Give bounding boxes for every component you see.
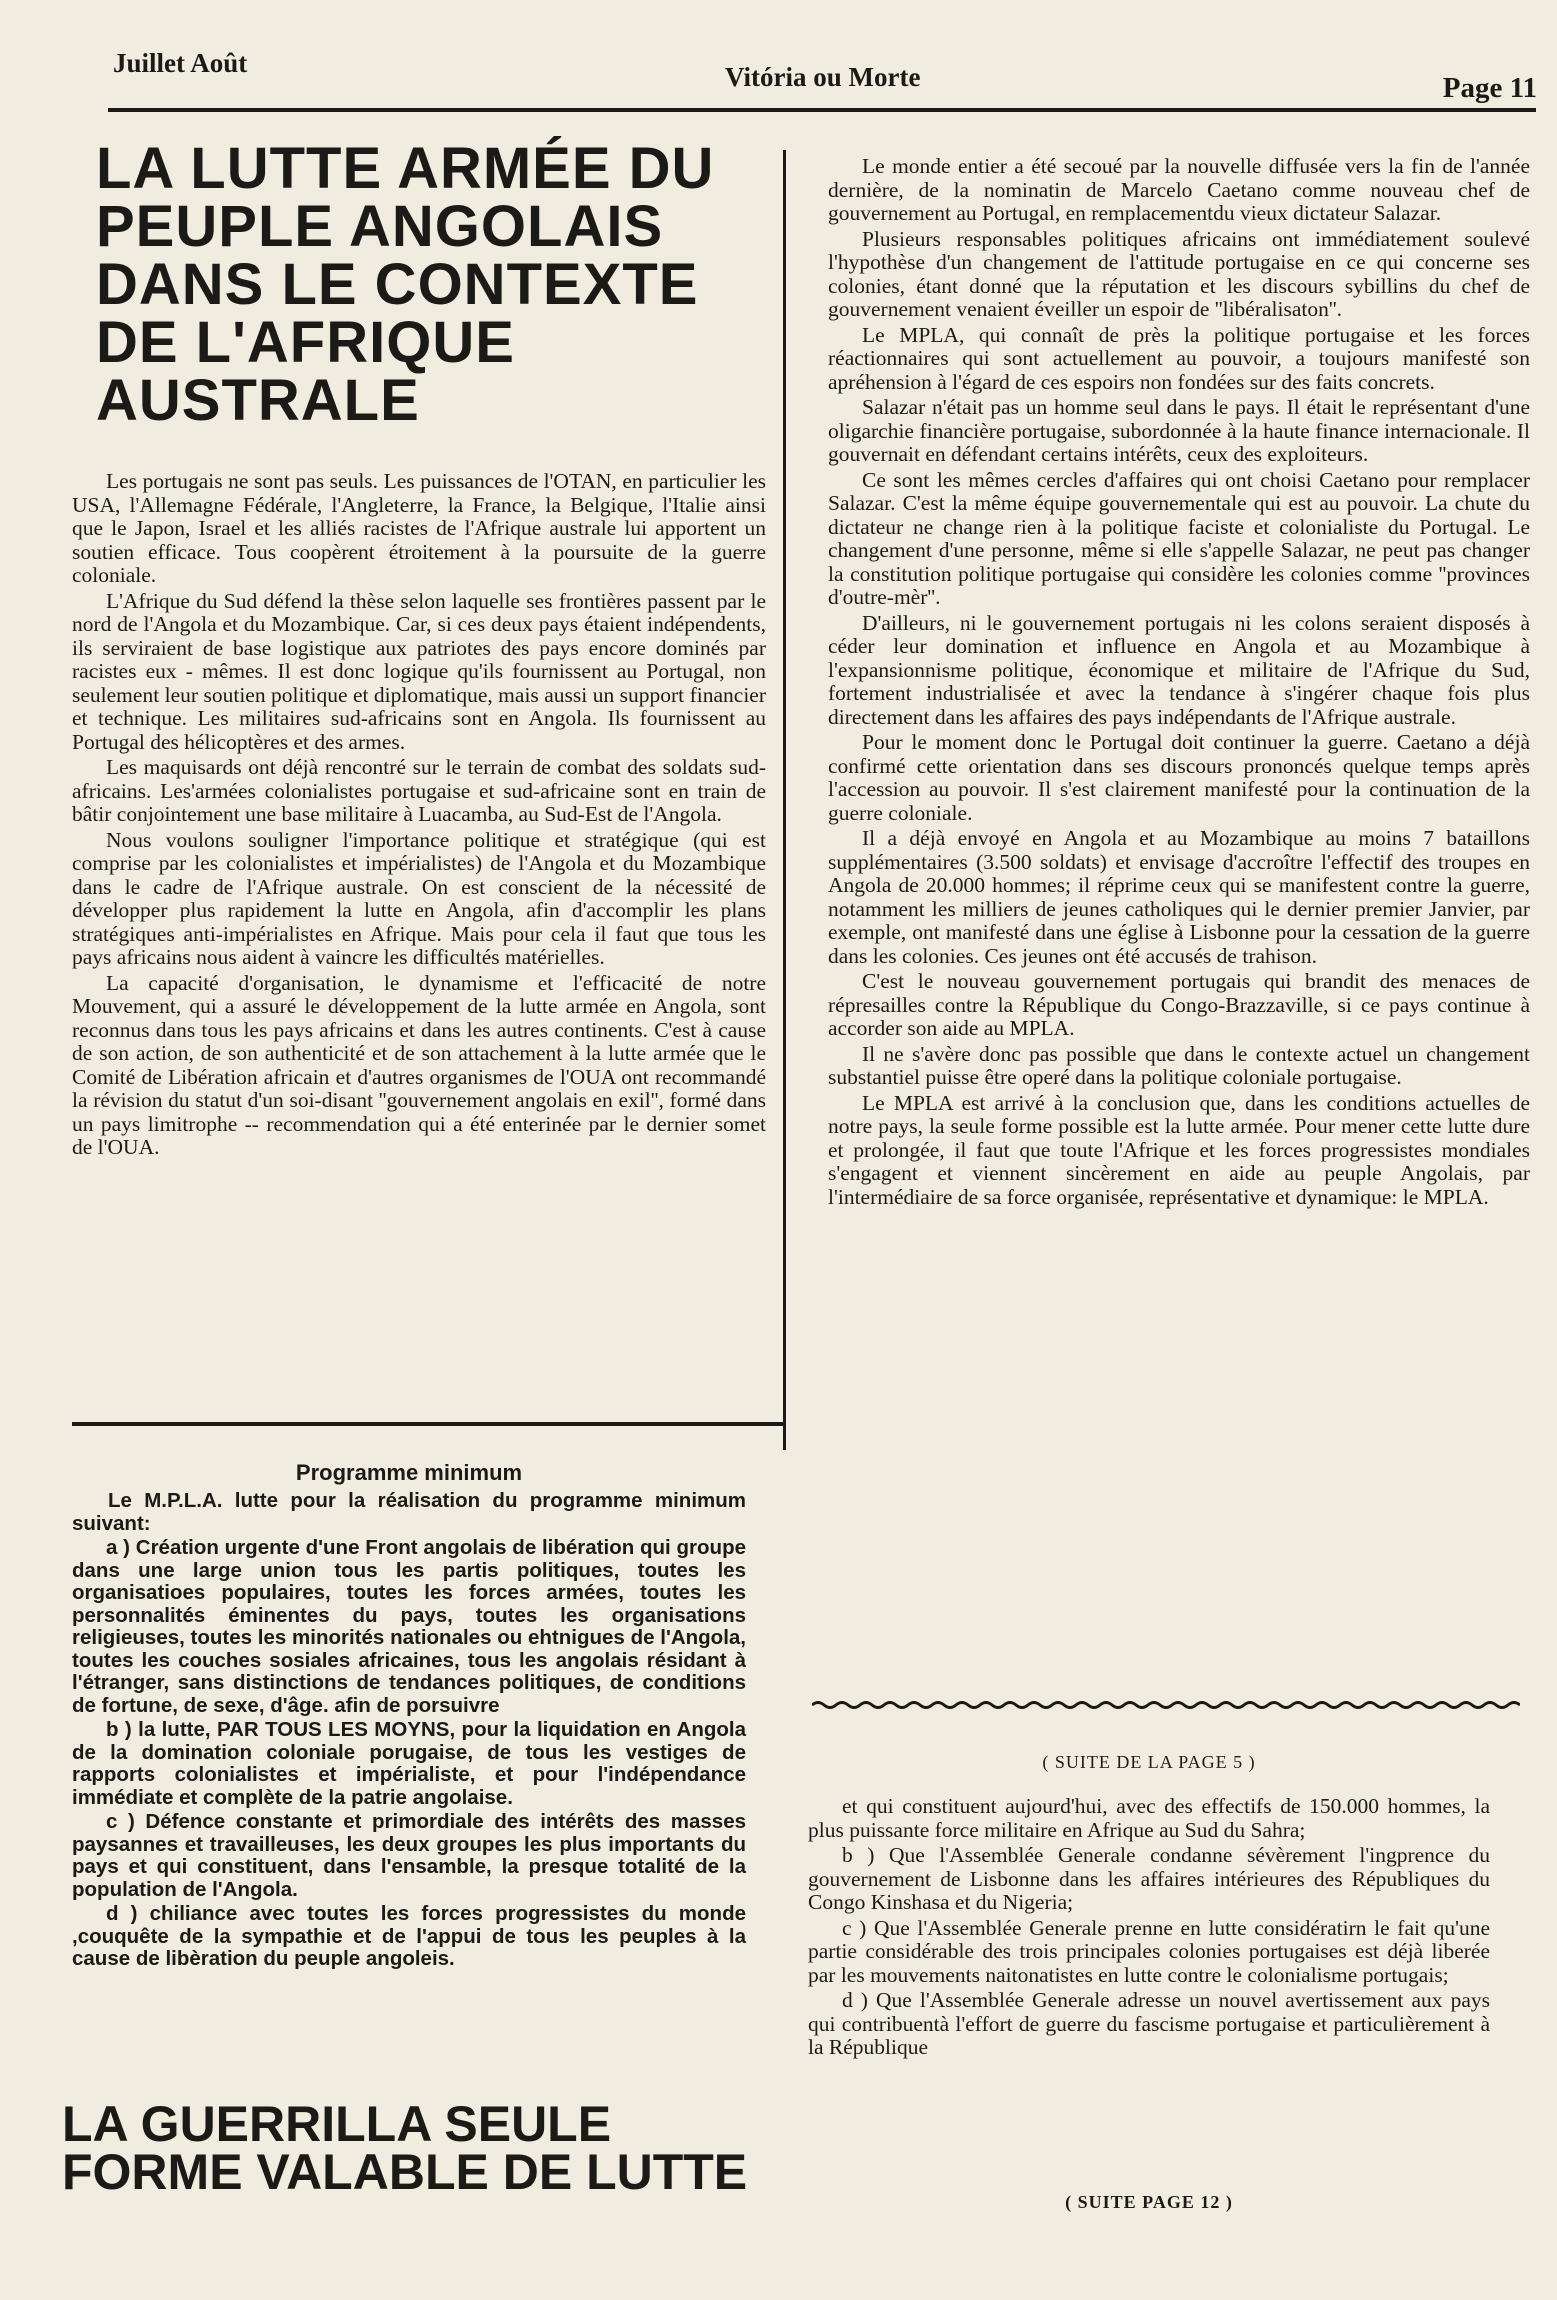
paragraph: Plusieurs responsables politiques africains ont immédiatement soulevé l'hypothèse d'un changement de l'attitude portugaise en ce qui concerne ses colonies, étant donné que la réputation et les discours sybillins du chef de gouvernement venaient éveiller un espoir de ''libéralisaton''. bbox=[828, 226, 1530, 321]
programme-item: c ) Défence constante et primordiale des intérêts des masses paysannes et travailleuses, les deux groupes les plus importants du pays et qui constituent, dans l'ensamble, la presque totalité de la population de l'Angola. bbox=[72, 1810, 746, 1901]
paragraph: c ) Que l'Assemblée Generale prenne en lutte considératirn le fait qu'une partie considérable des trois principales colonies portugaises est déjà liberée par les mouvements naitonatistes en lutte contre le colonialisme portugais; bbox=[808, 1915, 1490, 1987]
paragraph: C'est le nouveau gouvernement portugais qui brandit des menaces de répresailles contre la République du Congo-Brazzaville, si ce pays continue à accorder son aide au MPLA. bbox=[828, 969, 1530, 1040]
paragraph: d ) Que l'Assemblée Generale adresse un nouvel avertissement aux pays qui contribuentà l'effort de guerre du fascisme portugaise et particulièrement à la République bbox=[808, 1988, 1490, 2059]
paragraph: Les portugais ne sont pas seuls. Les puissances de l'OTAN, en particulier les USA, l'Allemagne Fédérale, l'Angleterre, la France, la Belgique, l'Italie ainsi que le Japon, Israel et les alliés racistes de l'Afrique australe lui apportent un soutien efficace. Tous coopèrent étroitement à la poursuite de la guerre coloniale. bbox=[72, 469, 766, 587]
wavy-divider bbox=[812, 1700, 1520, 1710]
paragraph: Pour le moment donc le Portugal doit continuer la guerre. Caetano a déjà confirmé cette orientation dans ses discours prononcés quelque temps après l'accession au pouvoir. Il s'est clairement manifesté pour la continuation de la guerre coloniale. bbox=[828, 730, 1530, 825]
article-right-column bbox=[828, 155, 1530, 1211]
paragraph: b ) Que l'Assemblée Generale condanne sévèrement l'ingprence du gouvernement de Lisbonne dans les affaires intérieures des Républiques du Congo Kinshasa et du Nigeria; bbox=[808, 1843, 1490, 1914]
programme-item: a ) Création urgente d'une Front angolais de libération qui groupe dans une large union tous les partis politiques, toutes les organisatioes populaires, toutes les forces armées, toutes les personnalités éminentes du pays, toutes les organisations religieuses, toutes les minorités nationales ou ehtnigues de l'Angola, toutes les couches sosiales africaines, tous les angolais résidant à l'étranger, sans distinctions de tendances politiques, de conditions de fortune, de sexe, d'âge. afin de porsuivre bbox=[72, 1536, 746, 1717]
programme-item: d ) chiliance avec toutes les forces progressistes du monde ,couquête de la sympathie et de l'appui de tous les peuples à la cause de libèration du peuple angoleis. bbox=[72, 1902, 746, 1970]
paragraph: et qui constituent aujourd'hui, avec des effectifs de 150.000 hommes, la plus puissante force militaire en Afrique au Sud du Sahra; bbox=[808, 1794, 1490, 1842]
header-page-number: Page 11 bbox=[1442, 72, 1537, 104]
paragraph: Il a déjà envoyé en Angola et au Mozambique au moins 7 bataillons supplémentaires (3.500 soldats) et envisage d'accroître l'effectif des troupes en Angola de 20.000 hommes; il réprime ceux qui se manifestent contre la guerre, notamment les milliers de jeunes catholiques qui le dernier premier Janvier, par exemple, ont manifesté dans une église à Lisbonne pour la cessation de la guerre dans les colonies. Ces jeunes ont été accusés de trahison. bbox=[828, 826, 1530, 968]
programme-title: Programme minimum bbox=[295, 1460, 523, 1485]
column-divider bbox=[783, 150, 786, 1450]
paragraph: Les maquisards ont déjà rencontré sur le terrain de combat des soldats sud-africains. Les'armées colonialistes portugaise et sud-africaine sont en train de bâtir conjointement une base militaire à Luacamba, au Sud-Est de l'Angola. bbox=[72, 755, 766, 826]
header-rule bbox=[108, 108, 1536, 112]
programme-column bbox=[72, 1490, 746, 1973]
section-divider bbox=[72, 1422, 784, 1426]
paragraph: Le MPLA est arrivé à la conclusion que, dans les conditions actuelles de notre pays, la seule forme possible est la lutte armée. Pour mener cette lutte dure et prolongée, il faut que toute l'Afrique et les forces progressistes mondiales s'engagent et viennent sincèrement en aide au peuple Angolais, par l'intermédiaire de sa force organisée, représentative et dynamique: le MPLA. bbox=[828, 1090, 1530, 1209]
continuation-column bbox=[808, 1795, 1490, 2062]
paragraph: Salazar n'était pas un homme seul dans le pays. Il était le représentant d'une oligarchie financière portugaise, subordonnée à la haute finance internacionale. Il gouvernait en défendant certains intérêts, ceux des exploiteurs. bbox=[828, 395, 1530, 466]
continuation-heading: ( SUITE DE LA PAGE 5 ) bbox=[1042, 1752, 1256, 1772]
programme-item: b ) la lutte, PAR TOUS LES MOYNS, pour la liquidation en Angola de la domination coloniale porugaise, de tous les vestiges de rapports colonialistes et impérialiste, et pour l'indépendance immédiate et complète de la patrie angolaise. bbox=[72, 1718, 746, 1809]
paragraph: Ce sont les mêmes cercles d'affaires qui ont choisi Caetano pour remplacer Salazar. C'est la même équipe gouvernementale qui est au pouvoir. La chute du dictateur ne change rien à la politique faciste et colonialiste du Portugal. Le changement d'une personne, même si elle s'appelle Salazar, ne peut pas changer la constitution politique portugaise qui considère les colonies comme ''provinces d'outre-mèr''. bbox=[828, 467, 1530, 609]
paragraph: La capacité d'organisation, le dynamisme et l'efficacité de notre Mouvement, qui a assuré le développement de la lutte armée en Angola, sont reconnus dans tous les pays africains et dans les autres continents. C'est à cause de son action, de son authenticité et de son attachement à la lutte armée que le Comité de Libération africain et d'autres organismes de l'OUA ont recommandé la révision du statut d'un soi-disant ''gouvernement angolais en exil'', formé dans un pays limitrophe -- recommendation qui a été enterinée par le dernier somet de l'OUA. bbox=[72, 970, 766, 1159]
header-publication: Vitória ou Morte bbox=[725, 62, 921, 92]
article-title: LA LUTTE ARMÉE DU PEUPLE ANGOLAIS DANS LE CONTEXTE DE L'AFRIQUE AUSTRALE bbox=[96, 136, 715, 433]
article-left-column bbox=[72, 470, 766, 1162]
continuation-footer: ( SUITE PAGE 12 ) bbox=[1065, 2192, 1233, 2212]
paragraph: D'ailleurs, ni le gouvernement portugais ni les colons seraient disposés à céder leur domination et influence en Angola et au Mozambique à l'expansionnisme politique, économique et militaire de l'Afrique du Sud, fortement industrialisée et avec la tendance à s'ingérer chaque fois plus directement dans les affaires des pays indépendants de l'Afrique australe. bbox=[828, 610, 1530, 729]
header-date: Juillet Août bbox=[113, 48, 248, 78]
paragraph: Le monde entier a été secoué par la nouvelle diffusée vers la fin de l'année dernière, de la nominatin de Marcelo Caetano comme nouveau chef de gouvernement au Portugal, en remplacementdu vieux dictateur Salazar. bbox=[828, 154, 1530, 225]
next-article-title: LA GUERRILLA SEULE FORME VALABLE DE LUTTE bbox=[62, 2096, 748, 2200]
paragraph: Nous voulons souligner l'importance politique et stratégique (qui est comprise par les colonialistes et impérialistes) de l'Angola et du Mozambique dans le cadre de l'Afrique australe. On est conscient de la nécessité de développer plus rapidement la lutte en Angola, afin d'accomplir les plans stratégiques anti-impérialistes en Afrique. Mais pour cela il faut que tous les pays africains nous aident à vaincre les difficultés matérielles. bbox=[72, 827, 766, 969]
paragraph: Il ne s'avère donc pas possible que dans le contexte actuel un changement substantiel puisse être operé dans la politique coloniale portugaise. bbox=[828, 1041, 1530, 1089]
programme-intro: Le M.P.L.A. lutte pour la réalisation du programme minimum suivant: bbox=[72, 1489, 746, 1535]
paragraph: Le MPLA, qui connaît de près la politique portugaise et les forces réactionnaires qui sont actuellement au pouvoir, a toujours manifesté son apréhension à l'égard de ces espoirs non fondées sur des faits concrets. bbox=[828, 322, 1530, 394]
paragraph: L'Afrique du Sud défend la thèse selon laquelle ses frontières passent par le nord de l'Angola et du Mozambique. Car, si ces deux pays étaient indépendents, ils serviraient de base logistique aux patriotes des pays encore dominés par racistes eux - mêmes. Il est donc logique qu'ils fournissent au Portugal, non seulement leur soutien politique et diplomatique, mais aussi un support financier et technique. Les militaires sud-africains sont en Angola. Ils fournissent au Portugal des hélicoptères et des armes. bbox=[72, 588, 766, 754]
